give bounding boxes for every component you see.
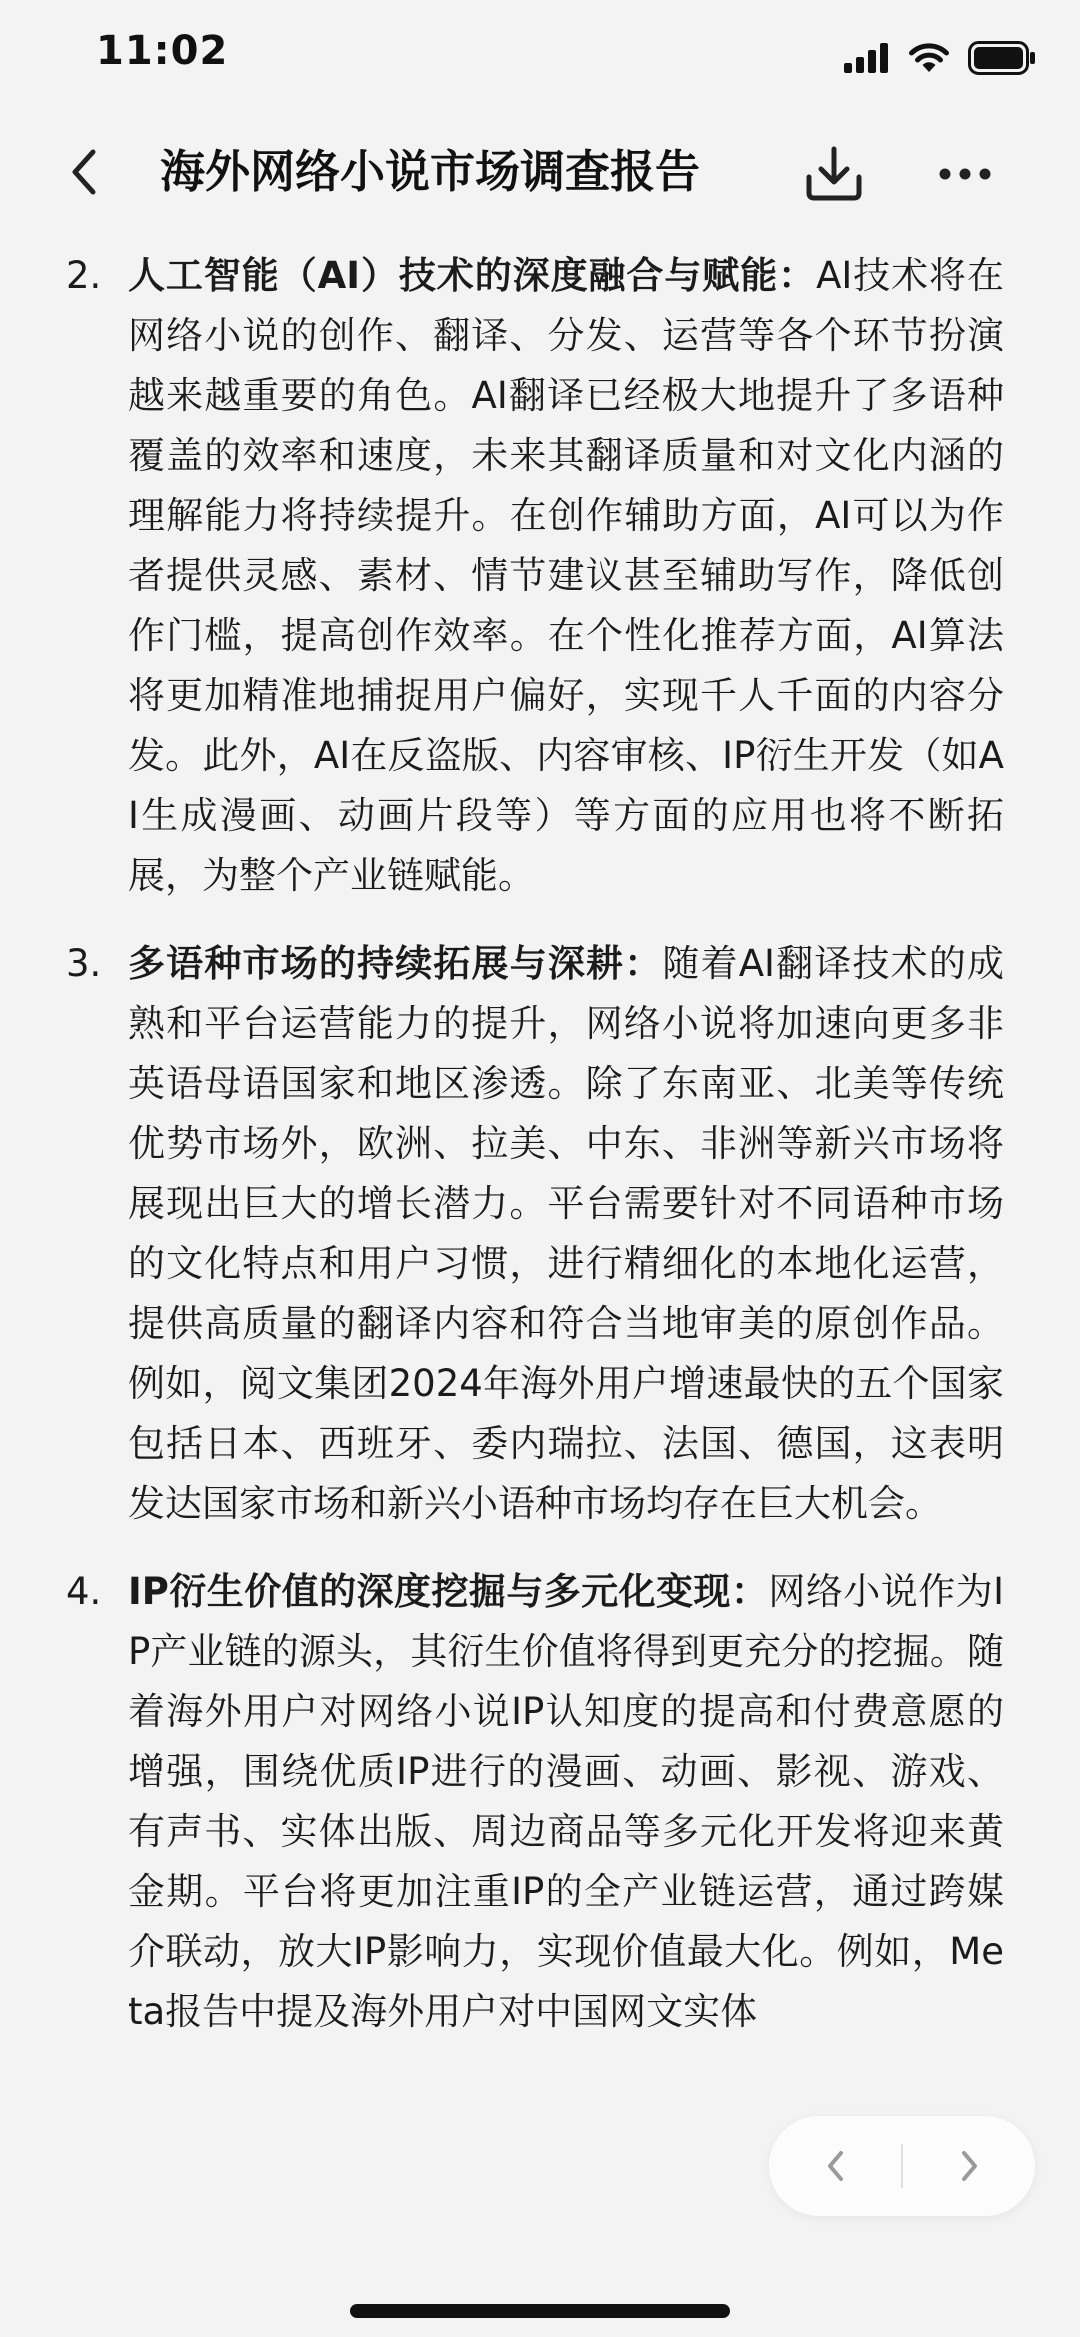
list-item-number: 2. — [66, 254, 102, 297]
more-horizontal-icon — [939, 167, 991, 181]
download-icon — [804, 145, 864, 203]
header — [0, 120, 1080, 226]
list-item-number: 4. — [66, 1570, 102, 1613]
list-item-heading: IP衍生价值的深度挖掘与多元化变现： — [128, 1570, 769, 1613]
home-indicator[interactable] — [350, 2304, 730, 2318]
list-item — [0, 934, 1080, 1534]
list-item-heading: 人工智能（AI）技术的深度融合与赋能： — [128, 254, 817, 297]
previous-page-button[interactable] — [769, 2116, 902, 2216]
list-item — [0, 246, 1080, 906]
list-item-text — [128, 246, 1004, 906]
chevron-left-icon — [67, 147, 101, 197]
list-item — [0, 1562, 1080, 2042]
status-bar — [0, 0, 1080, 120]
chevron-right-icon — [958, 2149, 980, 2183]
status-icons — [844, 38, 1036, 78]
list-item-number: 3. — [66, 942, 102, 985]
list-item-text — [128, 1562, 1004, 2042]
back-button[interactable] — [54, 142, 114, 202]
cellular-signal-icon — [844, 43, 890, 73]
battery-icon — [968, 41, 1036, 75]
wifi-icon — [908, 42, 950, 74]
list-item-body: 随着AI翻译技术的成熟和平台运营能力的提升，网络小说将加速向更多非英语母语国家和地区渗透。除了东南亚、北美等传统优势市场外，欧洲、拉美、中东、非洲等新兴市场将展现出巨大的增长潜力。平台需要针对不同语种市场的文化特点和用户习惯，进行精细化的本地化运营，提供高质量的翻译内容和符合当地审美的原创作品。例如，阅文集团2024年海外用户增速最快的五个国家包括日本、西班牙、委内瑞拉、法国、德国，这表明发达国家市场和新兴小语种市场均存在巨大机会。 — [128, 942, 1004, 1525]
report-content — [0, 246, 1080, 2337]
download-button[interactable] — [800, 142, 868, 206]
list-item-heading: 多语种市场的持续拓展与深耕： — [128, 942, 663, 985]
list-item-body: 网络小说作为IP产业链的源头，其衍生价值将得到更充分的挖掘。随着海外用户对网络小说IP认知度的提高和付费意愿的增强，围绕优质IP进行的漫画、动画、影视、游戏、有声书、实体出版、周边商品等多元化开发将迎来黄金期。平台将更加注重IP的全产业链运营，通过跨媒介联动，放大IP影响力，实现价值最大化。例如，Meta报告中提及海外用户对中国网文实体 — [128, 1570, 1004, 2033]
list-item-body: AI技术将在网络小说的创作、翻译、分发、运营等各个环节扮演越来越重要的角色。AI翻译已经极大地提升了多语种覆盖的效率和速度，未来其翻译质量和对文化内涵的理解能力将持续提升。在创作辅助方面，AI可以为作者提供灵感、素材、情节建议甚至辅助写作，降低创作门槛，提高创作效率。在个性化推荐方面，AI算法将更加精准地捕捉用户偏好，实现千人千面的内容分发。此外，AI在反盗版、内容审核、IP衍生开发（如AI生成漫画、动画片段等）等方面的应用也将不断拓展，为整个产业链赋能。 — [128, 254, 1004, 897]
more-options-button[interactable] — [930, 142, 1000, 206]
chevron-left-icon — [825, 2149, 847, 2183]
page-navigator — [769, 2116, 1035, 2216]
next-page-button[interactable] — [902, 2116, 1035, 2216]
status-time: 11:02 — [96, 28, 229, 74]
list-item-text — [128, 934, 1004, 1534]
page-title: 海外网络小说市场调查报告 — [160, 145, 701, 198]
